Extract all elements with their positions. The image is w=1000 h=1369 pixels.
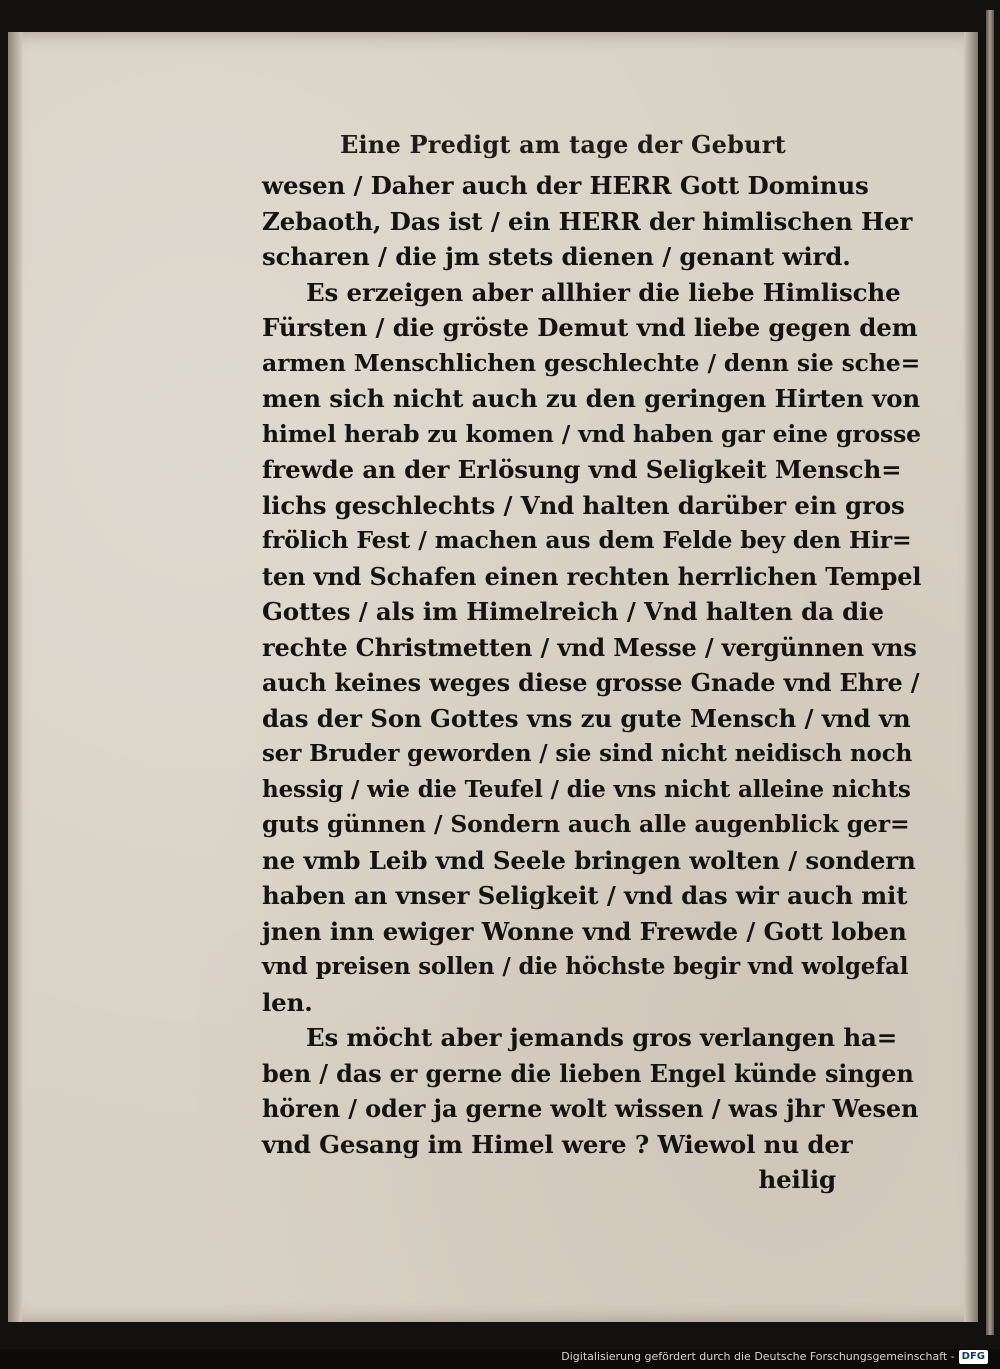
text-line: men sich nicht auch zu den geringen Hirten von xyxy=(262,384,921,413)
text-line: lichs geschlechts / Vnd halten darüber ein gros xyxy=(262,490,905,520)
text-line: vnd Gesang im Himel were ? Wiewol nu der xyxy=(262,1129,853,1159)
text-line: scharen / die jm stets dienen / genant wird. xyxy=(262,242,851,271)
text-line: guts günnen / Sondern auch alle augenblick ger= xyxy=(262,810,910,838)
text-line: hören / oder ja gerne wolt wissen / was jhr Wesen xyxy=(262,1094,919,1123)
page-left-edge xyxy=(8,32,22,1322)
body-text xyxy=(262,168,922,1162)
text-line: haben an vnser Seligkeit / vnd das wir auch mit xyxy=(262,881,908,910)
text-line: ten vnd Schafen einen rechten herrlichen Tempel xyxy=(262,561,922,591)
text-line: auch keines weges diese grosse Gnade vnd Ehre / xyxy=(262,668,920,697)
text-line: das der Son Gottes vns zu gute Mensch / vnd vn xyxy=(262,703,911,733)
text-line: ser Bruder geworden / sie sind nicht neidisch noch xyxy=(262,740,913,767)
text-line: Es erzeigen aber allhier die liebe Himlische xyxy=(306,277,901,307)
text-line: vnd preisen sollen / die höchste begir vnd wolgefal xyxy=(262,953,909,980)
text-line: ne vmb Leib vnd Seele bringen wolten / sondern xyxy=(262,845,916,875)
page-stack-edge xyxy=(986,10,994,1335)
text-line: wesen / Daher auch der HERR Gott Dominus xyxy=(262,171,869,200)
text-line: hessig / wie die Teufel / die vns nicht alleine nichts xyxy=(262,775,911,803)
text-line: frewde an der Erlösung vnd Seligkeit Mensch= xyxy=(262,455,902,484)
running-head: Eine Predigt am tage der Geburt xyxy=(340,130,786,159)
print-block xyxy=(262,122,922,1198)
text-line: armen Menschlichen geschlechte / denn sie sche= xyxy=(262,348,921,377)
text-line: len. xyxy=(262,987,313,1017)
page-right-edge xyxy=(964,32,978,1322)
text-line: Fürsten / die gröste Demut vnd liebe gegen dem xyxy=(262,313,918,342)
text-line: Gottes / als im Himelreich / Vnd halten da die xyxy=(262,597,884,626)
credit-text: Digitalisierung gefördert durch die Deutsche Forschungsgemeinschaft - xyxy=(561,1350,955,1363)
catchword: heilig xyxy=(758,1165,836,1194)
text-line: Es möcht aber jemands gros verlangen ha= xyxy=(306,1023,898,1052)
text-line: frölich Fest / machen aus dem Felde bey den Hir= xyxy=(262,526,912,554)
text-line: ben / das er gerne die lieben Engel künde singen xyxy=(262,1058,914,1088)
text-line: himel herab zu komen / vnd haben gar eine grosse xyxy=(262,419,921,448)
dfg-logo: DFG xyxy=(959,1350,988,1364)
text-line: rechte Christmetten / vnd Messe / vergünnen vns xyxy=(262,632,917,662)
text-line: jnen inn ewiger Wonne vnd Frewde / Gott loben xyxy=(262,916,907,946)
digitization-credit xyxy=(0,1349,988,1365)
text-line: Zebaoth, Das ist / ein HERR der himlischen Her xyxy=(262,206,913,236)
